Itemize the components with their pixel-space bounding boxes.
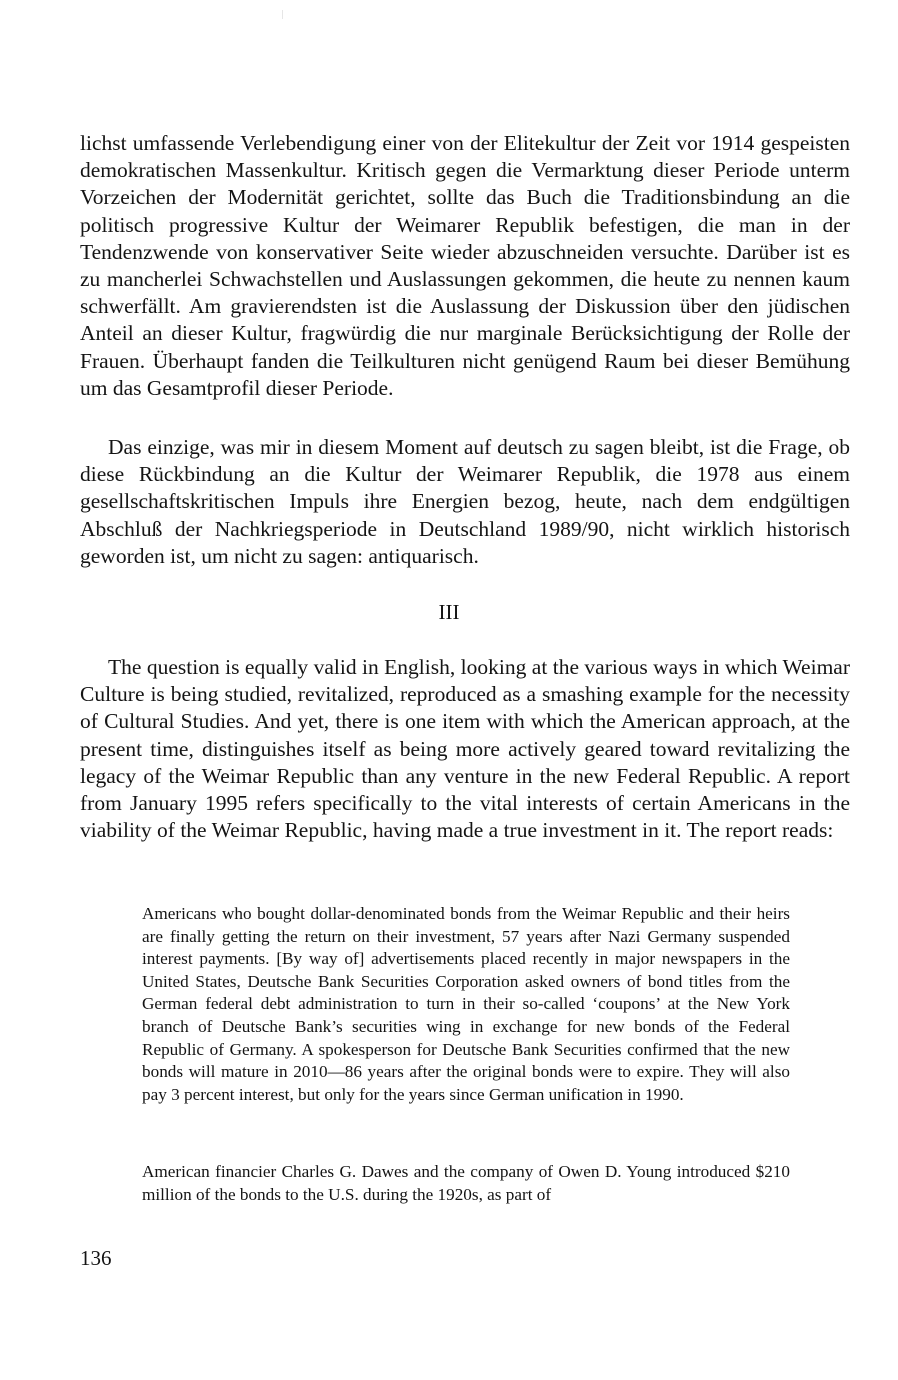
scan-mark	[282, 10, 283, 19]
block-quote-paragraph-1: Americans who bought dollar-denominated bonds from the Weimar Republic and their heirs are finally getting the return on their investment, 57 years after Nazi Germany suspended interest payments. [By way of] advertisements placed recently in major newspapers in the United States, Deutsche Bank Securities Corporation asked owners of bond titles from the German federal debt administration to turn in their so-called ‘coupons’ at the New York branch of Deutsche Bank’s securities wing in exchange for new bonds of the Federal Republic of Germany. A spokesperson for Deutsche Bank Securities confirmed that the new bonds will mature in 2010—86 years after the original bonds were to expire. They will also pay 3 percent interest, but only for the years since German unification in 1990.	[142, 904, 790, 1104]
section-heading: III	[438, 600, 460, 624]
block-quote-paragraph-2: American financier Charles G. Dawes and the company of Owen D. Young introduced $210 million of the bonds to the U.S. during the 1920s, as part of	[142, 1162, 790, 1204]
paragraph-german-2: Das einzige, was mir in diesem Moment auf deutsch zu sagen bleibt, ist die Frage, ob diese Rückbindung an die Kultur der Weimarer Republik, die 1978 aus einem gesellschaftskritischen Impuls ihre Energien bezog, heute, nach dem endgültigen Abschluß der Nachkriegsperiode in Deutschland 1989/90, nicht wirklich historisch geworden ist, um nicht zu sagen: antiquarisch.	[80, 435, 850, 568]
paragraph-german-1: lichst umfassende Verlebendigung einer von der Elitekultur der Zeit vor 1914 gespeisten demokratischen Massenkultur. Kritisch gegen die Vermarktung dieser Periode unterm Vorzeichen der Modernität gerichtet, sollte das Buch die Traditionsbindung an die politisch progressive Kultur der Weimarer Republik befestigen, die man in der Tendenzwende von konservativer Seite wieder abzuschneiden versuchte. Darüber ist es zu mancherlei Schwachstellen und Auslassungen gekommen, die heute zu nennen kaum schwerfällt. Am gravierendsten ist die Auslassung der Diskussion über den jüdischen Anteil an dieser Kultur, fragwürdig die nur marginale Berücksichtigung der Rolle der Frauen. Überhaupt fanden die Teilkulturen nicht genügend Raum bei dieser Bemühung um das Gesamtprofil dieser Periode.	[80, 131, 850, 400]
page-number: 136	[80, 1246, 112, 1270]
paragraph-english-1: The question is equally valid in English, looking at the various ways in which Weimar Culture is being studied, revitalized, reproduced as a smashing example for the necessity of Cultural Studies. And yet, there is one item with which the American approach, at the present time, distinguishes itself as being more actively geared toward revitalizing the legacy of the Weimar Republic than any venture in the new Federal Republic. A report from January 1995 refers specifically to the vital interests of certain Americans in the viability of the Weimar Republic, having made a true investment in it. The report reads:	[80, 655, 850, 843]
